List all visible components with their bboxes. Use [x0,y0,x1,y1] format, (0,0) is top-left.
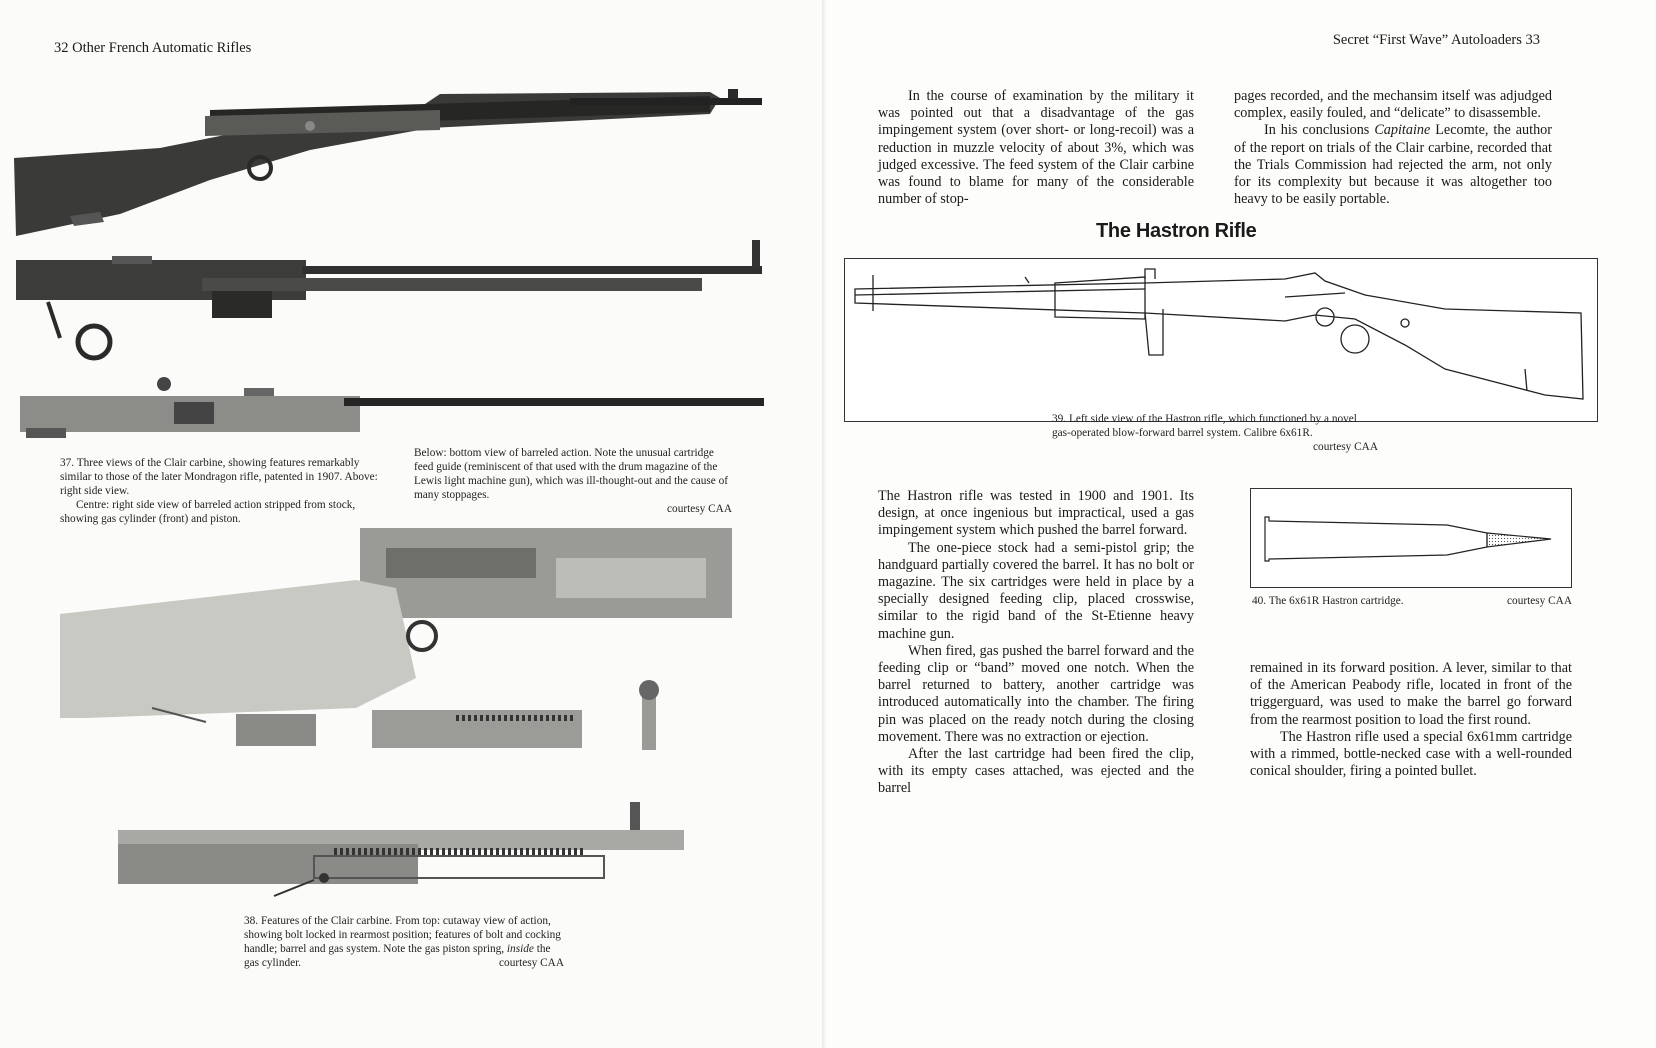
left-page [0,0,826,1048]
right-col1-body [878,488,1194,798]
fig37-below-caption [414,446,732,516]
clair-barreled-action-photo [12,238,772,368]
right-col2-top-text [1234,88,1552,208]
fig38-caption-text-before: 38. Features of the Clair carbine. From top: cutaway view of action, showing bolt locked in rearmost position; features of bolt and cocking handle; barrel and gas system. Note the gas piston spring, [244,915,561,955]
fig38-caption-text-after: the gas cylinder. [244,943,551,969]
col2-top-paragraph1: pages recorded, and the mechansim itself was adjudged complex, easily fouled, and “delicate” to disassemble. [1234,88,1552,122]
fig39-caption-text: 39. Left side view of the Hastron rifle, which functioned by a novel gas-operated blow-forward barrel system. Calibre 6x61R. [1052,413,1357,439]
fig40-frame [1250,488,1572,588]
col1-top-paragraph: In the course of examination by the military it was pointed out that a disadvantage of the gas impingement system (over short- or long-recoil) was a reduction in muzzle velocity of about 3%, which was judged excessive. The feed system of the Clair carbine was found to blame for many of the considerable number of stop- [878,88,1194,208]
fig40-caption [1252,594,1572,608]
fig38-credit: courtesy CAA [499,957,564,969]
fig37-credit: courtesy CAA [667,503,732,515]
clair-cutaway-photo [56,518,746,768]
col2-body-paragraph1: remained in its forward position. A lever, similar to that of the American Peabody rifle, located in front of the triggerguard, was used to make the barrel go forward from the rearmost position to load the first round. [1250,660,1572,728]
fig38-caption-italic: inside [506,943,534,955]
col1-body-paragraph4: After the last cartridge had been fired the clip, with its empty cases attached, was ejected and the barrel [878,746,1194,797]
col2-top-p2-after: Lecomte, the author of the report on trials of the Clair carbine, recorded that the Trials Commission had rejected the arm, not only for its complexity but because it was altogether too heavy to be easily portable. [1234,122,1552,208]
clair-gas-system-photo [114,796,804,906]
col2-top-p2-before: In his conclusions [1264,122,1370,139]
left-running-head: 32 Other French Automatic Rifles [54,40,252,56]
fig39-caption [1052,412,1378,454]
fig39-frame [844,258,1598,422]
hastron-cartridge-drawing [1251,489,1571,587]
clair-bottom-view-photo [14,372,774,452]
fig39-credit: courtesy CAA [1313,441,1378,453]
right-page [826,0,1656,1048]
fig37-caption [60,456,380,526]
col1-body-paragraph1: The Hastron rifle was tested in 1900 and 1901. Its design, at once ingenious but impractical, used a gas impingement system which pushed the barrel forward. [878,488,1194,539]
right-running-head: Secret “First Wave” Autoloaders 33 [1332,32,1540,48]
right-col2-body [1250,660,1572,780]
col2-top-p2-italic: Capitaine [1374,122,1431,139]
fig37-caption-line1: 37. Three views of the Clair carbine, showing features remarkably similar to those of the later Mondragon rifle, patented in 1907. Above: right side view. [60,457,378,497]
col1-body-paragraph3: When fired, gas pushed the barrel forward and the feeding clip or “band” moved one notch. When the barrel returned to battery, another cartridge was introduced automatically into the chamber. The firing pin was placed on the ready notch during the closing movement. There was no extraction or ejection. [878,642,1194,745]
fig37-below-caption-text: Below: bottom view of barreled action. Note the unusual cartridge feed guide (reminiscent of that used with the drum magazine of the Lewis light machine gun), which was ill-thought-out and the cause of many stoppages. [414,447,729,501]
fig38-caption [244,914,564,970]
col2-top-paragraph2 [1234,122,1552,208]
fig37-caption-line2: Centre: right side view of barreled action stripped from stock, showing gas cylinder (front) and piston. [60,499,356,525]
hastron-rifle-drawing [845,259,1597,421]
col2-body-paragraph2: The Hastron rifle used a special 6x61mm cartridge with a rimmed, bottle-necked case with a well-rounded conical shoulder, firing a pointed bullet. [1250,728,1572,780]
right-col1-top-text [878,88,1194,208]
col1-body-paragraph2: The one-piece stock had a semi-pistol grip; the handguard partially covered the barrel. It has no bolt or magazine. The six cartridges were held in place by a specially designed feeding clip, placed crosswise, similar to the rigid band of the St-Etienne heavy machine gun. [878,539,1194,642]
fig40-credit: courtesy CAA [1507,595,1572,607]
fig40-caption-text: 40. The 6x61R Hastron cartridge. [1252,595,1404,607]
section-title: The Hastron Rifle [1096,220,1257,242]
clair-carbine-right-side-photo [10,84,810,254]
